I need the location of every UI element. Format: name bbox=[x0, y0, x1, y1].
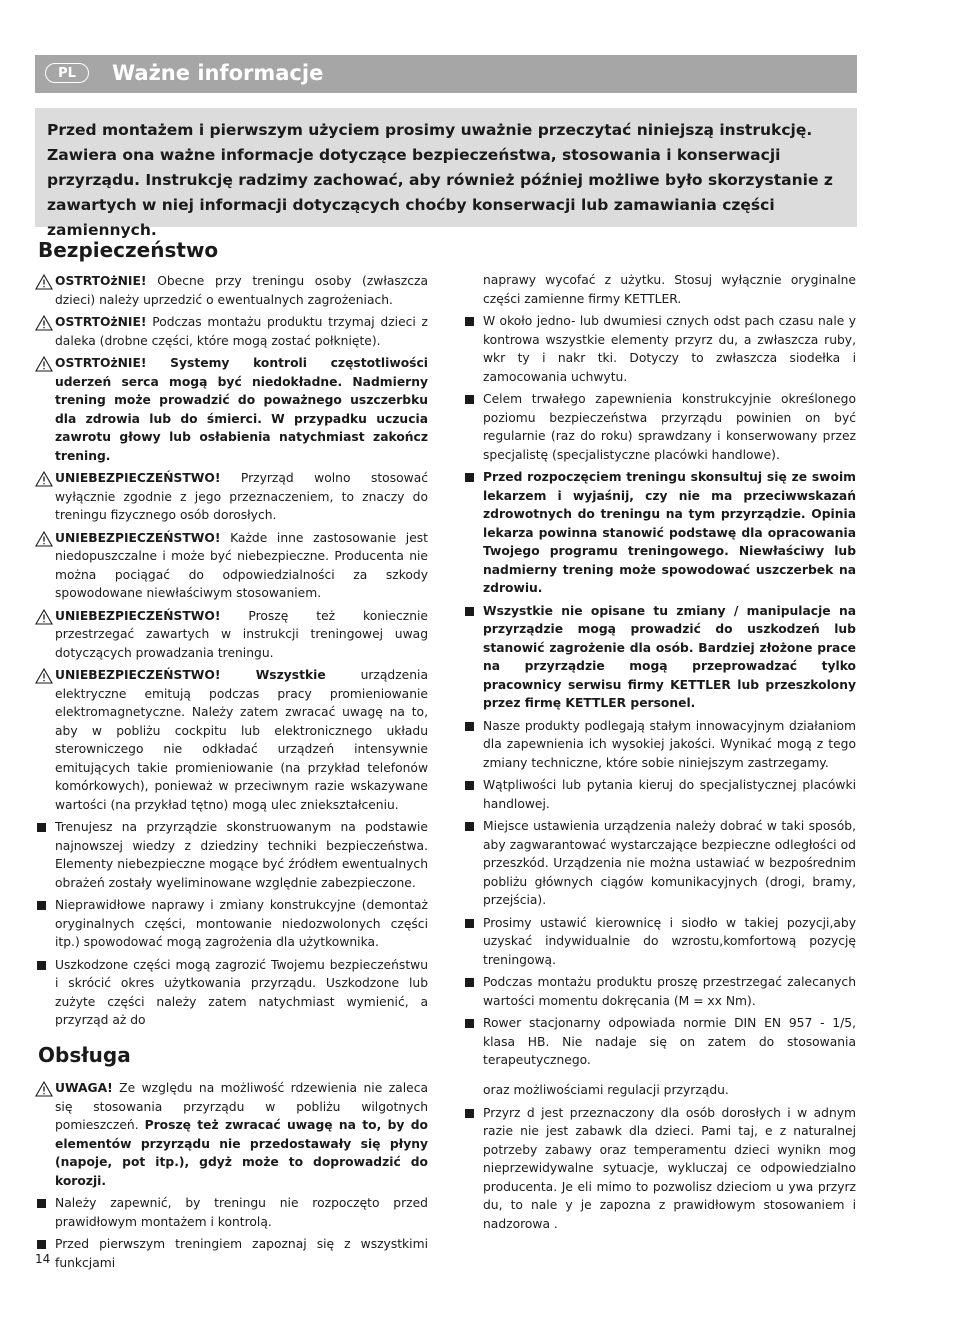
item-text: Wątpliwości lub pytania kieruj do specjalistycznej placówki handlowej. bbox=[483, 778, 856, 811]
bullet-square-icon bbox=[465, 919, 474, 928]
bullet-square-icon bbox=[37, 1240, 46, 1249]
warning-label: OSTRTOżNIE! bbox=[55, 356, 147, 370]
bullet-square-icon bbox=[37, 961, 46, 970]
bullet-square-icon bbox=[465, 607, 474, 616]
list-item bbox=[35, 607, 428, 663]
item-text: Każde inne zastosowanie jest niedopuszczalne i może być niebezpieczne. Producenta nie można pociągać do odpowiedzialności za szkody spowodowane niewłaściwym stosowaniem. bbox=[55, 530, 428, 600]
list-item bbox=[463, 717, 856, 773]
item-text: W około jedno- lub dwumiesi cznych odst pach czasu nale y kontrowa wszystkie elementy przyrz du, a zwłaszcza ruby, wkr ty i nakr tki. Dotyczy to zwłaszcza siodełka i zamocowania uchwytu. bbox=[483, 314, 856, 384]
list-item bbox=[463, 817, 856, 910]
operation-right-column bbox=[463, 1081, 856, 1237]
intro-box: Przed montażem i pierwszym użyciem prosimy uważnie przeczytać niniejszą instrukcję. Zawiera ona ważne informacje dotyczące bezpieczeństwa, stosowania i konserwacji przyrządu. Instrukcję radzimy zachować, aby również później możliwe było skorzystanie z zawartych w niej informacji dotyczących choćby konserwacji lub zamawiania części zamiennych. bbox=[35, 108, 857, 227]
list-item bbox=[463, 1081, 856, 1100]
list-item bbox=[463, 271, 856, 308]
list-item bbox=[35, 272, 428, 309]
item-text: Systemy kontroli częstotliwości uderzeń serca mogą być niedokładne. Nadmierny trening może prowadzić do poważnego uszczerbku dla zdrowia lub do śmierci. W przypadku uczucia zawrotu głowy lub osłabienia natychmiast zakończ trening. bbox=[55, 356, 428, 463]
bullet-square-icon bbox=[465, 1019, 474, 1028]
item-text: Rower stacjonarny odpowiada normie DIN EN 957 - 1/5, klasa HB. Nie nadaje się on zatem do stosowania terapeutycznego. bbox=[483, 1016, 856, 1067]
warning-label: OSTRTOżNIE! bbox=[55, 274, 147, 288]
bullet-square-icon bbox=[465, 822, 474, 831]
item-text: Uszkodzone części mogą zagrozić Twojemu bezpieczeństwu i skrócić okres użytkowania przyrządu. Uszkodzone lub zużyte części należy zatem natychmiast wymienić, a przyrząd aż do bbox=[55, 957, 428, 1027]
warning-triangle-icon bbox=[35, 274, 53, 290]
bullet-square-icon bbox=[37, 901, 46, 910]
item-text: Prosimy ustawić kierownicę i siodło w takiej pozycji,aby uzyskać indywidualnie do wzrostu,komfortową pozycję treningową. bbox=[483, 915, 856, 967]
item-text: Miejsce ustawienia urządzenia należy dobrać w taki sposób, aby zagwarantować wystarczające bezpieczne odległości od przeszkód. Urządzenia nie można ustawiać w bezpośrednim pobliżu głównych ciągów komunikacyjnych (drogi, bramy, przejścia). bbox=[483, 819, 856, 907]
item-text: Przyrząd wolno stosować wyłącznie zgodnie z jego przeznaczeniem, to znaczy do treningu fizycznego osób dorosłych. bbox=[55, 471, 428, 522]
list-item bbox=[35, 1235, 428, 1272]
bullet-square-icon bbox=[465, 1109, 474, 1118]
bullet-square-icon bbox=[465, 473, 474, 482]
warning-label: UWAGA! bbox=[55, 1081, 113, 1095]
item-bold-text: Proszę też zwracać uwagę na to, by do elementów przyrządu nie przedostawały się płyny (napoje, pot itp.), gdyż może to doprowadzić do korozji. bbox=[55, 1118, 428, 1188]
bullet-square-icon bbox=[465, 395, 474, 404]
list-item bbox=[463, 468, 856, 598]
warning-label: UNIEBEZPIECZEŃSTWO! bbox=[55, 471, 221, 485]
item-text: Nieprawidłowe naprawy i zmiany konstrukcyjne (demontaż oryginalnych części, montowanie niedozwolonych części itp.) spowodować mogą zagrożenia dla użytkownika. bbox=[55, 898, 428, 949]
warning-triangle-icon bbox=[35, 609, 53, 625]
bullet-square-icon bbox=[465, 317, 474, 326]
bullet-square-icon bbox=[37, 1199, 46, 1208]
safety-right-column bbox=[463, 271, 856, 1074]
item-text: Przyrz d jest przeznaczony dla osób dorosłych i w adnym razie nie jest zabawk dla dzieci. Pami taj, e z naturalnej potrzeby zabawy oraz temperamentu dzieci wynikn mog nieprzewidywalne sytuacje, wykluczaj ce odpowiedzialno producenta. Je eli mimo to pozwolisz dzieciom u ywa przyrz du, to nale y je zapozna z prawidłowym stosowaniem i nadzorowa . bbox=[483, 1105, 856, 1231]
item-text: Przed pierwszym treningiem zapoznaj się z wszystkimi funkcjami bbox=[55, 1237, 428, 1270]
list-item bbox=[35, 354, 428, 465]
warning-triangle-icon bbox=[35, 471, 53, 487]
bullet-square-icon bbox=[465, 781, 474, 790]
item-text: oraz możliwościami regulacji przyrządu. bbox=[483, 1083, 729, 1097]
list-item bbox=[35, 1079, 428, 1190]
warning-label: UNIEBEZPIECZEŃSTWO! Wszystkie bbox=[55, 668, 326, 682]
page-number: 14 bbox=[35, 1252, 51, 1266]
item-text: Celem trwałego zapewnienia konstrukcyjnie określonego poziomu bezpieczeństwa przyrządu powinien on być regularnie (raz do roku) sprawdzany i konserwowany przez specjalistę (specjalistyczne placówki handlowe). bbox=[483, 392, 856, 462]
item-text: Trenujesz na przyrządzie skonstruowanym na podstawie najnowszej wiedzy z dziedziny techniki bezpieczeństwa. Elementy niebezpieczne mogące być źródłem ewentualnych obrażeń zostały wyeliminowane względnie zabezpieczone. bbox=[55, 820, 428, 890]
list-item bbox=[463, 312, 856, 386]
bullet-square-icon bbox=[37, 823, 46, 832]
item-text: Podczas montażu produktu trzymaj dzieci z daleka (drobne części, które mogą zostać połknięte). bbox=[55, 315, 428, 348]
item-text: Ze względu na możliwość rdzewienia nie zaleca się stosowania przyrządu w pobliżu wilgotnych pomieszczeń. bbox=[55, 1081, 428, 1132]
warning-label: OSTRTOżNIE! bbox=[55, 315, 147, 329]
item-text: Przed rozpoczęciem treningu skonsultuj się ze swoim lekarzem i wyjaśnij, czy nie ma przeciwwskazań zdrowotnych do treningu na tym przyrządzie. Opinia lekarza powinna stanowić podstawę dla opracowania Twojego programu treningowego. Niewłaściwy lub nadmierny trening może spowodować uszczerbek na zdrowiu. bbox=[483, 470, 856, 595]
page-title: Ważne informacje bbox=[112, 61, 324, 85]
safety-heading: Bezpieczeństwo bbox=[38, 238, 219, 262]
list-item bbox=[35, 469, 428, 525]
warning-label: UNIEBEZPIECZEŃSTWO! bbox=[55, 530, 221, 545]
item-text: Należy zapewnić, by treningu nie rozpoczęto przed prawidłowym montażem i kontrolą. bbox=[55, 1196, 428, 1229]
list-item bbox=[463, 1104, 856, 1234]
warning-triangle-icon bbox=[35, 315, 53, 331]
item-text: Obecne przy treningu osoby (zwłaszcza dzieci) należy uprzedzić o ewentualnych zagrożeniach. bbox=[55, 274, 428, 307]
bullet-square-icon bbox=[465, 722, 474, 731]
list-item bbox=[463, 390, 856, 464]
list-item bbox=[463, 602, 856, 713]
warning-triangle-icon bbox=[35, 356, 53, 372]
list-item bbox=[35, 529, 428, 603]
item-text: Proszę też koniecznie przestrzegać zawartych w instrukcji treningowej uwag dotyczących prowadzania treningu. bbox=[55, 608, 428, 660]
safety-left-column bbox=[35, 272, 428, 1034]
warning-label: UNIEBEZPIECZEŃSTWO! bbox=[55, 608, 221, 623]
bullet-square-icon bbox=[465, 978, 474, 987]
language-badge: PL bbox=[45, 63, 89, 83]
warning-triangle-icon bbox=[35, 1081, 53, 1097]
item-text: naprawy wycofać z użytku. Stosuj wyłącznie oryginalne części zamienne firmy KETTLER. bbox=[483, 273, 856, 306]
list-item bbox=[463, 776, 856, 813]
item-text: Wszystkie nie opisane tu zmiany / manipulacje na przyrządzie mogą prowadzić do uszkodzeń lub stanowić zagrożenie dla osób. Bardziej złożone prace na przyrządzie mogą przeprowadzać tylko pracownicy serwisu firmy KETTLER lub przeszkolony przez firmę KETTLER personel. bbox=[483, 603, 856, 710]
list-item bbox=[463, 914, 856, 970]
item-text: urządzenia elektryczne emitują podczas pracy promieniowanie elektromagnetyczne. Należy zatem zwracać uwagę na to, aby w pobliżu cockpitu lub elektronicznego układu sterowniczego nie odkładać urządzeń intensywnie emitujących takie promieniowanie (na przykład telefonów komórkowych), ponieważ w przeciwnym razie wskazywane wartości (na przykład tętno) mogą ulec zniekształceniu. bbox=[55, 668, 428, 812]
warning-triangle-icon bbox=[35, 531, 53, 547]
warning-triangle-icon bbox=[35, 668, 53, 684]
operation-left-column bbox=[35, 1079, 428, 1276]
list-item bbox=[35, 313, 428, 350]
list-item bbox=[463, 973, 856, 1010]
list-item bbox=[463, 1014, 856, 1070]
operation-heading: Obsługa bbox=[38, 1043, 131, 1067]
item-text: Nasze produkty podlegają stałym innowacyjnym działaniom dla zapewnienia ich wysokiej jakości. Wynikać mogą z tego zmiany techniczne, które sobie niniejszym zastrzegamy. bbox=[483, 718, 856, 770]
list-item bbox=[35, 666, 428, 814]
section-header-bar bbox=[35, 55, 857, 93]
list-item bbox=[35, 896, 428, 952]
item-text: Podczas montażu produktu proszę przestrzegać zalecanych wartości momentu dokręcania (M = xx Nm). bbox=[483, 975, 856, 1008]
list-item bbox=[35, 956, 428, 1030]
list-item bbox=[35, 1194, 428, 1231]
list-item bbox=[35, 818, 428, 892]
